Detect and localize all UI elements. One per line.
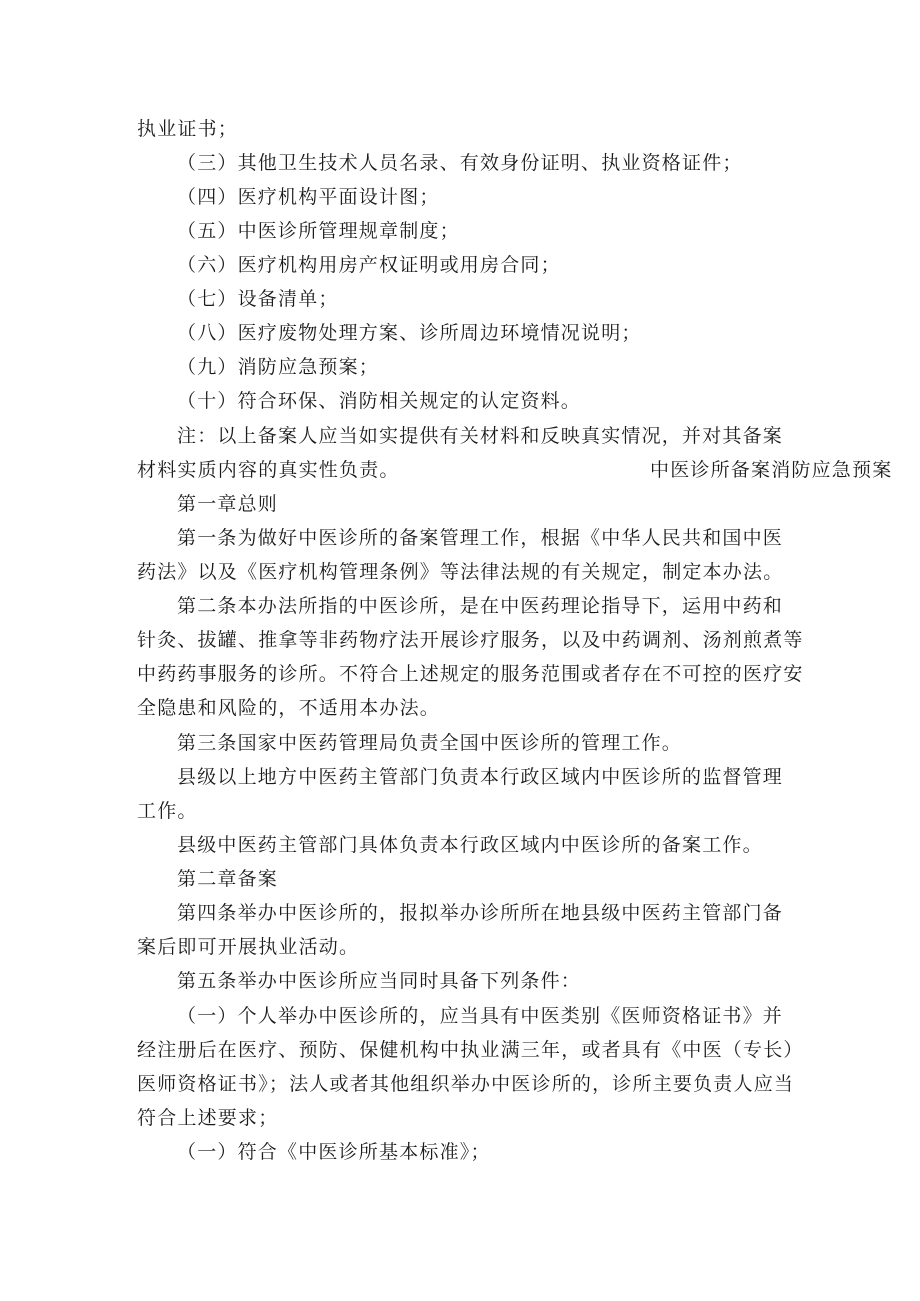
text-line-5: （六）医疗机构用房产权证明或用房合同； bbox=[177, 254, 561, 276]
text-line-11 bbox=[137, 458, 897, 482]
text-line-9: （十）符合环保、消防相关规定的认定资料。 bbox=[177, 390, 582, 412]
text-line-19: 第三条国家中医药管理局负责全国中医诊所的管理工作。 bbox=[177, 732, 683, 754]
text-line-18: 全隐患和风险的，不适用本办法。 bbox=[137, 697, 441, 719]
text-line-24: 第四条举办中医诊所的，报拟举办诊所所在地县级中医药主管部门备 bbox=[177, 902, 784, 924]
text-line-7: （八）医疗废物处理方案、诊所周边环境情况说明； bbox=[177, 322, 642, 344]
text-line-20: 县级以上地方中医药主管部门负责本行政区域内中医诊所的监督管理 bbox=[177, 766, 784, 788]
text-line-15: 第二条本办法所指的中医诊所，是在中医药理论指导下，运用中药和 bbox=[177, 595, 784, 617]
chapter-heading-2: 第二章备案 bbox=[177, 868, 279, 890]
text-line-27: （一）个人举办中医诊所的，应当具有中医类别《医师资格证书》并 bbox=[177, 1005, 784, 1027]
text-line-14: 药法》以及《医疗机构管理条例》等法律法规的有关规定，制定本办法。 bbox=[137, 561, 784, 583]
text-line-25: 案后即可开展执业活动。 bbox=[137, 936, 360, 958]
text-line-4: （五）中医诊所管理规章制度； bbox=[177, 220, 460, 242]
text-line-1: 执业证书； bbox=[137, 118, 239, 140]
text-line-2: （三）其他卫生技术人员名录、有效身份证明、执业资格证件； bbox=[177, 152, 743, 174]
text-line-11-body: 材料实质内容的真实性负责。 bbox=[137, 459, 400, 481]
text-line-21: 工作。 bbox=[137, 800, 198, 822]
text-line-6: （七）设备清单； bbox=[177, 288, 339, 310]
text-line-22: 县级中医药主管部门具体负责本行政区域内中医诊所的备案工作。 bbox=[177, 834, 763, 856]
text-line-31: （一）符合《中医诊所基本标准》； bbox=[177, 1141, 491, 1163]
text-line-13: 第一条为做好中医诊所的备案管理工作，根据《中华人民共和国中医 bbox=[177, 527, 784, 549]
inline-document-title: 中医诊所备案消防应急预案 bbox=[650, 459, 893, 481]
text-line-16: 针灸、拔罐、推拿等非药物疗法开展诊疗服务，以及中药调剂、汤剂煎煮等 bbox=[137, 629, 804, 651]
text-line-28: 经注册后在医疗、预防、保健机构中执业满三年，或者具有《中医（专长） bbox=[137, 1039, 804, 1061]
text-line-17: 中药药事服务的诊所。不符合上述规定的服务范围或者存在不可控的医疗安 bbox=[137, 663, 804, 685]
text-line-29: 医师资格证书》；法人或者其他组织举办中医诊所的，诊所主要负责人应当 bbox=[137, 1073, 795, 1095]
text-line-3: （四）医疗机构平面设计图； bbox=[177, 186, 440, 208]
text-line-26: 第五条举办中医诊所应当同时具备下列条件： bbox=[177, 970, 582, 992]
text-line-10: 注：以上备案人应当如实提供有关材料和反映真实情况，并对其备案 bbox=[177, 425, 784, 447]
text-line-30: 符合上述要求； bbox=[137, 1107, 279, 1129]
chapter-heading-1: 第一章总则 bbox=[177, 493, 279, 515]
text-line-8: （九）消防应急预案； bbox=[177, 356, 380, 378]
